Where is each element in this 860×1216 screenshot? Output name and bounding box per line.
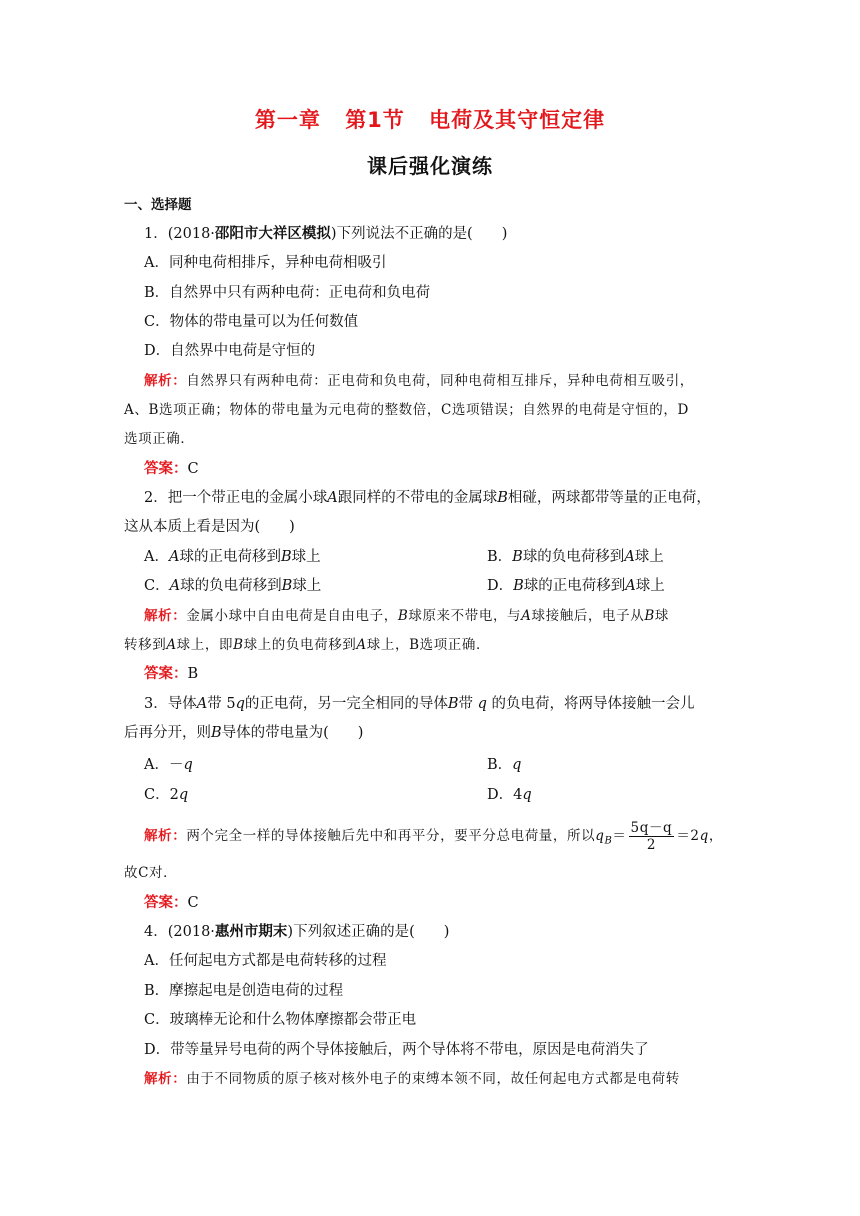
q2-option-c: C．A球的负电荷移到B球上 (144, 578, 322, 594)
q3-option-c: C．2q (144, 787, 189, 803)
q1-option-d: D．自然界中电荷是守恒的 (144, 343, 316, 359)
chapter-label: 第一章 (254, 108, 321, 132)
q4-option-a: A．任何起电方式都是电荷转移的过程 (144, 953, 387, 969)
q3-stem-line1: 3．导体A带 5q的正电荷，另一完全相同的导体B带 q 的负电荷，将两导体接触一会儿 (144, 696, 695, 712)
q3-option-d: D．4q (487, 787, 532, 803)
q4-stem: 4．(2018·惠州市期末)下列叙述正确的是( ) (144, 924, 450, 940)
q3-answer: 答案：C (144, 895, 199, 911)
q3-explanation-line2: 故C对． (124, 865, 178, 881)
q2-answer: 答案：B (144, 666, 199, 682)
page-subtitle: 课后强化演练 (367, 154, 493, 178)
q2-option-a: A．A球的正电荷移到B球上 (144, 549, 321, 565)
q1-option-c: C．物体的带电量可以为任何数值 (144, 314, 359, 330)
chapter-title (0, 104, 860, 134)
q4-explanation-line1: 解析：由于不同物质的原子核对核外电子的束缚本领不同，故任何起电方式都是电荷转 (144, 1071, 680, 1087)
section-label: 第1节 (345, 108, 405, 132)
q1-explanation-line2: A、B选项正确；物体的带电量为元电荷的整数倍，C选项错误；自然界的电荷是守恒的，D (124, 402, 689, 418)
q3-fraction: $\frac{5q-q}{2}$ (630, 820, 673, 853)
q2-option-b: B．B球的负电荷移到A球上 (487, 549, 664, 565)
q4-option-d: D．带等量异号电荷的两个导体接触后，两个导体将不带电，原因是电荷消失了 (144, 1042, 649, 1058)
q1-option-a: A．同种电荷相排斥，异种电荷相吸引 (144, 255, 387, 271)
q2-explanation-line1: 解析：金属小球中自由电荷是自由电子，B球原来不带电，与A球接触后，电子从B球 (144, 608, 669, 624)
q2-stem-line1: 2．把一个带正电的金属小球A跟同样的不带电的金属球B相碰，两球都带等量的正电荷， (144, 490, 711, 506)
q2-option-d: D．B球的正电荷移到A球上 (487, 578, 665, 594)
q3-explanation-line1: 解析：两个完全一样的导体接触后先中和再平分，要平分总电荷量，所以$q_B=$ $\frac{5q-q}{2}$ ＝2q， (144, 820, 723, 853)
q1-explanation-line3: 选项正确． (124, 431, 195, 447)
topic-label: 电荷及其守恒定律 (429, 108, 606, 132)
q4-option-b: B．摩擦起电是创造电荷的过程 (144, 983, 344, 999)
q2-explanation-line2: 转移到A球上，即B球上的负电荷移到A球上，B选项正确． (124, 637, 491, 653)
q3-option-b: B．q (487, 757, 522, 773)
q2-stem-line2: 这从本质上看是因为( ) (124, 519, 295, 535)
q4-option-c: C．玻璃棒无论和什么物体摩擦都会带正电 (144, 1012, 417, 1028)
q1-answer: 答案：C (144, 461, 199, 477)
section-heading: 一、选择题 (124, 197, 192, 213)
q3-option-a: A．－q (144, 757, 193, 773)
q1-option-b: B．自然界中只有两种电荷：正电荷和负电荷 (144, 285, 431, 301)
q3-stem-line2: 后再分开，则B导体的带电量为( ) (124, 725, 364, 741)
q1-explanation-line1: 解析：自然界只有两种电荷：正电荷和负电荷，同种电荷相互排斥，异种电荷相互吸引， (144, 373, 694, 389)
q1-stem: 1．(2018·邵阳市大祥区模拟)下列说法不正确的是( ) (144, 226, 508, 242)
